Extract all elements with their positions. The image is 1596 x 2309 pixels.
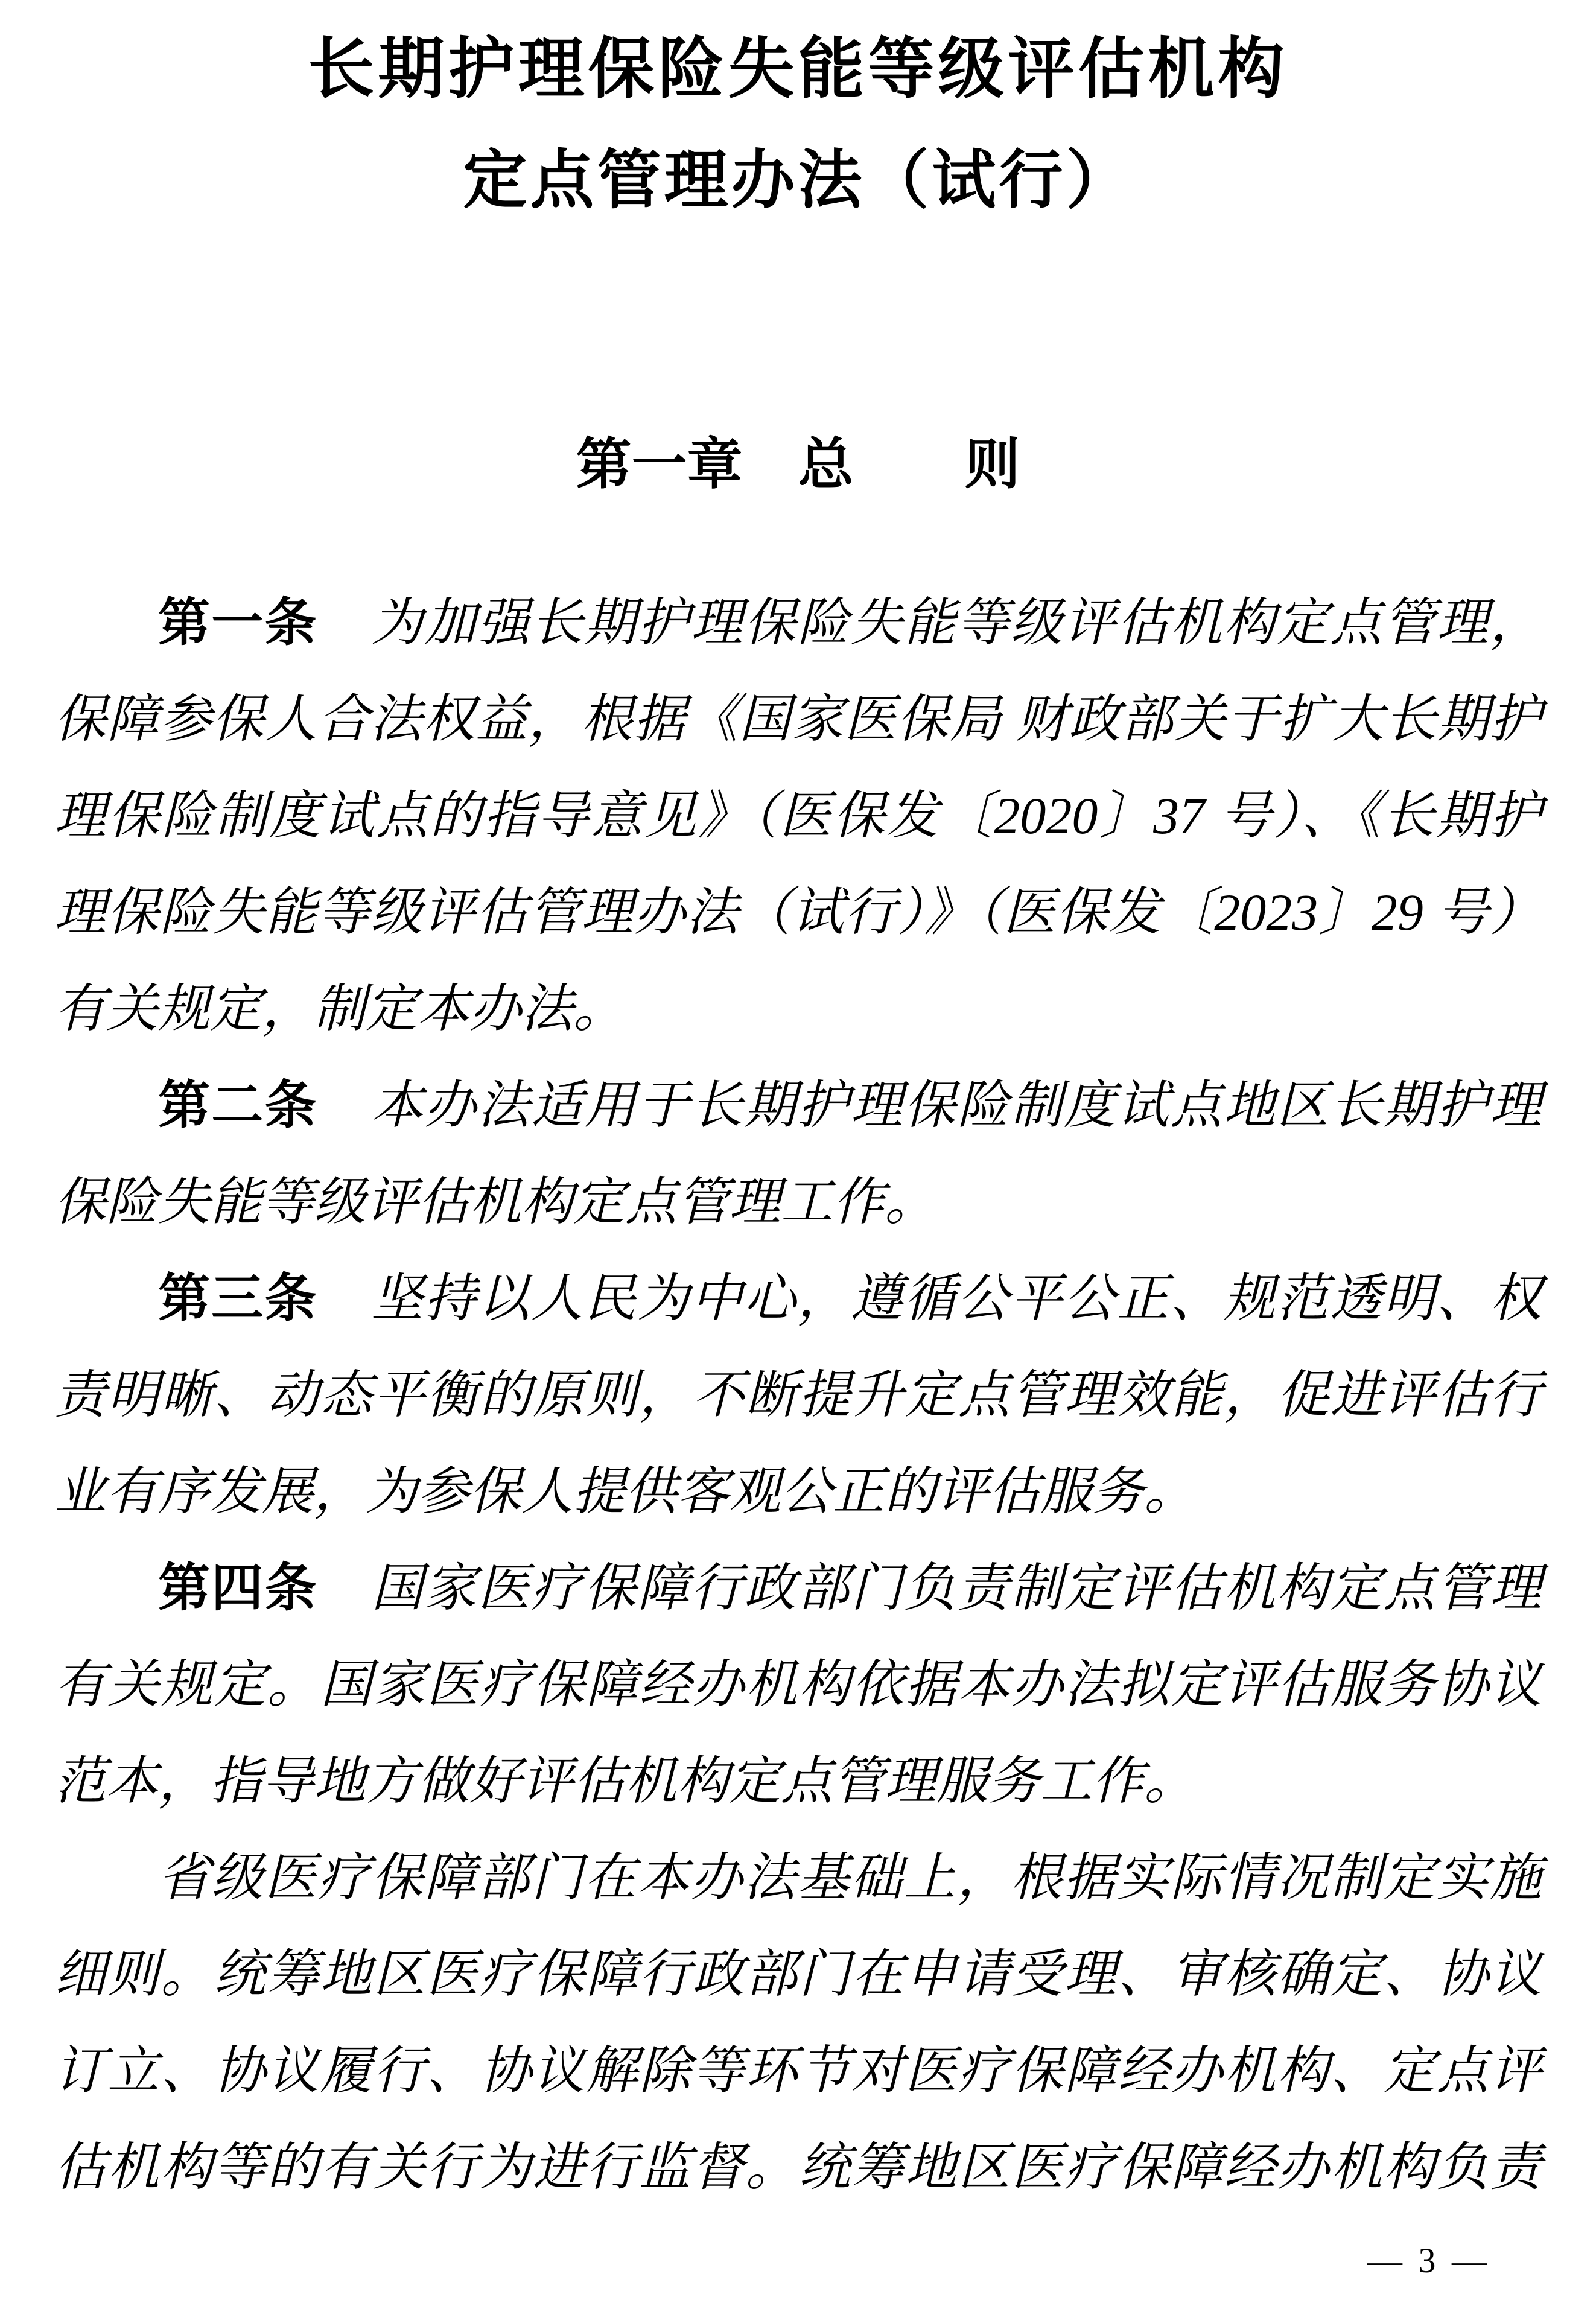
body-line	[54, 1057, 1542, 1154]
body-line	[54, 2022, 1542, 2119]
body-segment: 理保险失能等级评估管理办法（试行）》（医保发〔2023〕29 号）	[54, 883, 1542, 941]
article-number: 第四条	[158, 1559, 318, 1617]
body-segment: 范本，指导地方做好评估机构定点管理服务工作。	[54, 1752, 1196, 1810]
body-segment: 理保险制度试点的指导意见》（医保发〔2020〕37 号）、《长期护	[54, 787, 1542, 845]
body-line	[54, 2119, 1542, 2215]
document-title-line2: 定点管理办法（试行）	[463, 145, 1133, 216]
body-line	[54, 864, 1542, 961]
body-segment: 坚持以人民为中心，遵循公平公正、规范透明、权	[317, 1269, 1542, 1327]
body-line	[54, 574, 1542, 671]
body-line	[54, 1250, 1542, 1347]
body-segment: 业有序发展，为参保人提供客观公正的评估服务。	[54, 1463, 1196, 1520]
body-line	[54, 671, 1542, 767]
article-number: 第一条	[158, 594, 318, 652]
body-text	[54, 574, 1542, 2215]
body-line	[54, 1733, 1542, 1829]
page-number: — 3 —	[1367, 2241, 1490, 2280]
body-line	[54, 1540, 1542, 1636]
body-line	[54, 961, 1542, 1057]
body-line	[54, 1829, 1542, 1926]
body-line	[54, 1926, 1542, 2022]
article-number: 第二条	[158, 1076, 318, 1134]
body-segment: 责明晰、动态平衡的原则，不断提升定点管理效能，促进评估行	[54, 1366, 1542, 1424]
body-line	[54, 1154, 1542, 1250]
body-segment: 为加强长期护理保险失能等级评估机构定点管理，	[317, 594, 1542, 652]
chapter-heading: 第一章 总 则	[576, 434, 1020, 495]
body-line	[54, 1636, 1542, 1733]
body-line	[54, 1443, 1542, 1540]
body-segment: 保障参保人合法权益，根据《国家医保局 财政部关于扩大长期护	[54, 690, 1542, 748]
body-segment: 国家医疗保障行政部门负责制定评估机构定点管理	[317, 1559, 1542, 1617]
body-segment: 估机构等的有关行为进行监督。统筹地区医疗保障经办机构负责	[54, 2138, 1542, 2196]
document-title-line1: 长期护理保险失能等级评估机构	[308, 33, 1288, 106]
body-segment: 保险失能等级评估机构定点管理工作。	[54, 1173, 936, 1231]
body-segment: 有关规定。国家医疗保障经办机构依据本办法拟定评估服务协议	[54, 1656, 1542, 1713]
body-line	[54, 767, 1542, 864]
article-number: 第三条	[158, 1269, 318, 1327]
body-segment: 省级医疗保障部门在本办法基础上，根据实际情况制定实施	[158, 1849, 1542, 1907]
body-line	[54, 1347, 1542, 1443]
body-segment: 本办法适用于长期护理保险制度试点地区长期护理	[317, 1076, 1542, 1134]
body-segment: 有关规定，制定本办法。	[54, 980, 625, 1038]
body-segment: 订立、协议履行、协议解除等环节对医疗保障经办机构、定点评	[54, 2042, 1542, 2100]
body-segment: 细则。统筹地区医疗保障行政部门在申请受理、审核确定、协议	[54, 1945, 1542, 2003]
